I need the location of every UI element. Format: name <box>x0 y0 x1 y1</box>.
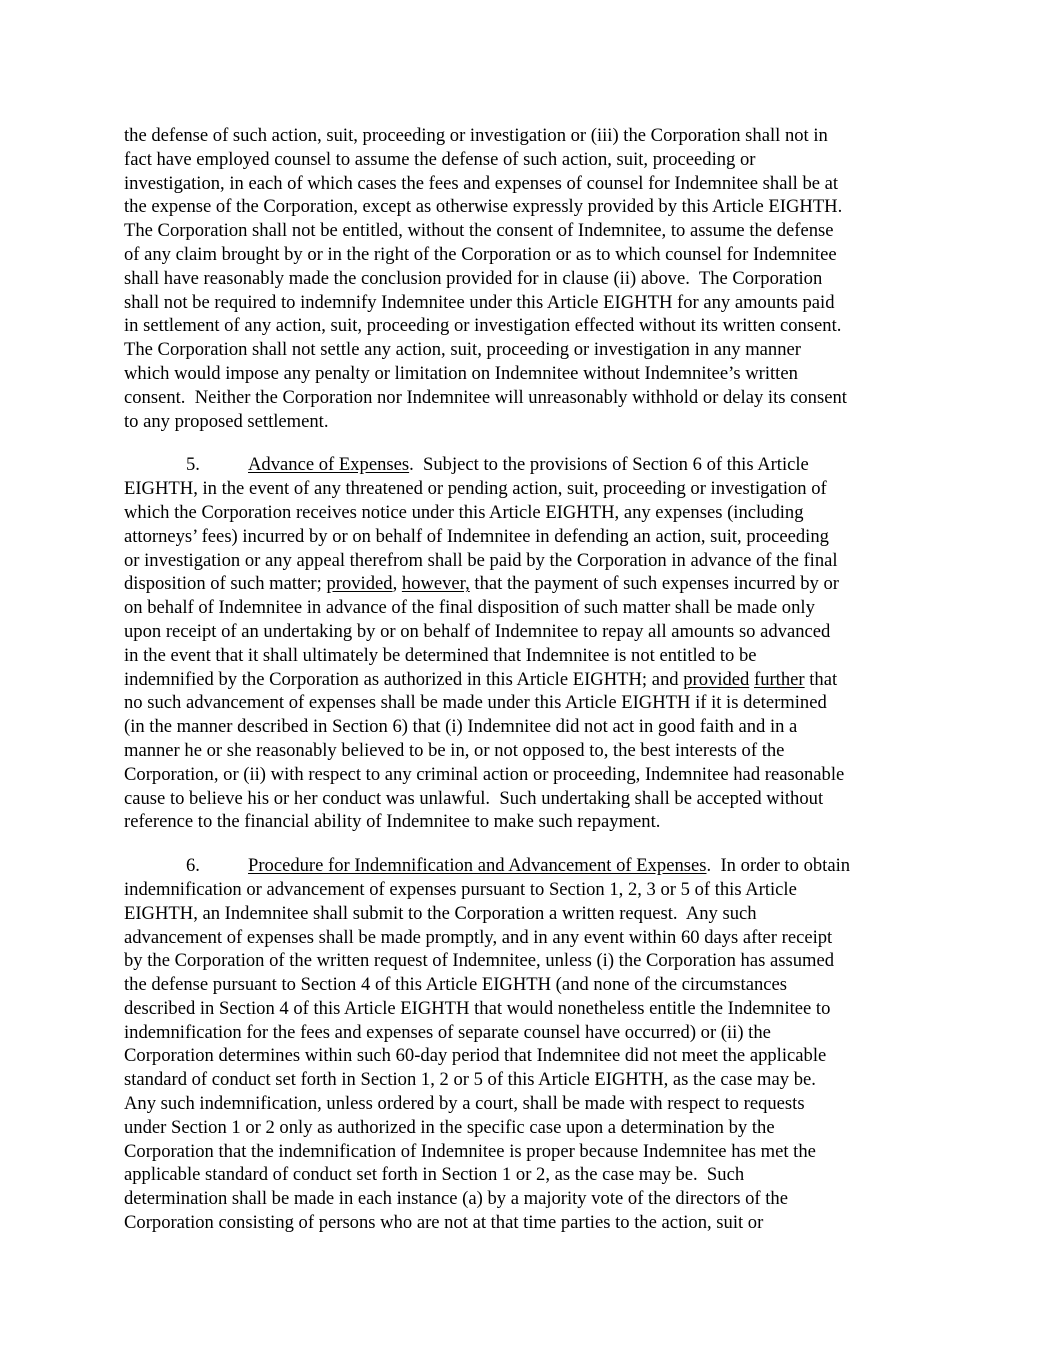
text-line: Any such indemnification, unless ordered by a court, shall be made with respect to requests <box>124 1093 805 1115</box>
text-line: applicable standard of conduct set forth in Section 1 or 2, as the case may be. Such <box>124 1164 745 1186</box>
text-line: Corporation determines within such 60-day period that Indemnitee did not meet the applicable <box>124 1045 827 1067</box>
text-line: consent. Neither the Corporation nor Indemnitee will unreasonably withhold or delay its consent <box>124 386 847 408</box>
text-line: advancement of expenses shall be made promptly, and in any event within 60 days after receipt <box>124 926 833 948</box>
text-fragment: indemnified by the Corporation as authorized in this Article EIGHTH; and <box>124 668 684 690</box>
text-line: no such advancement of expenses shall be made under this Article EIGHTH if it is determined <box>124 692 827 714</box>
text-line: standard of conduct set forth in Section 1, 2 or 5 of this Article EIGHTH, as the case may be. <box>124 1069 816 1091</box>
text-line: Corporation, or (ii) with respect to any criminal action or proceeding, Indemnitee had reasonable <box>124 763 845 785</box>
text-line: The Corporation shall not be entitled, without the consent of Indemnitee, to assume the defense <box>124 220 834 242</box>
paragraph-spacer <box>124 834 944 854</box>
text-line: described in Section 4 of this Article EIGHTH that would nonetheless entitle the Indemnitee to <box>124 997 831 1019</box>
section-heading: Procedure for Indemnification and Advancement of Expenses <box>248 855 707 877</box>
section-5-first-line <box>124 453 944 477</box>
text-line: upon receipt of an undertaking by or on behalf of Indemnitee to repay all amounts so advanced <box>124 620 831 642</box>
text-line: shall not be required to indemnify Indemnitee under this Article EIGHTH for any amounts paid <box>124 291 835 313</box>
text-line: reference to the financial ability of Indemnitee to make such repayment. <box>124 811 661 833</box>
text-line: EIGHTH, in the event of any threatened or pending action, suit, proceeding or investigation of <box>124 478 827 500</box>
text-line <box>124 572 944 596</box>
paragraph-spacer <box>124 433 944 453</box>
text-line: attorneys’ fees) incurred by or on behalf of Indemnitee in defending an action, suit, proceeding <box>124 525 829 547</box>
text-line: The Corporation shall not settle any action, suit, proceeding or investigation in any manner <box>124 339 801 361</box>
underlined-term: provided <box>326 573 393 595</box>
text-line: fact have employed counsel to assume the defense of such action, suit, proceeding or <box>124 148 756 170</box>
text-line: on behalf of Indemnitee in advance of the final disposition of such matter shall be made only <box>124 597 815 619</box>
text-line: or investigation or any appeal therefrom shall be paid by the Corporation in advance of the final <box>124 549 838 571</box>
text-line <box>124 668 944 692</box>
text-line: indemnification or advancement of expenses pursuant to Section 1, 2, 3 or 5 of this Article <box>124 878 797 900</box>
section-number: 5. <box>186 454 200 476</box>
text-line: shall have reasonably made the conclusion provided for in clause (ii) above. The Corporation <box>124 267 823 289</box>
section-heading: Advance of Expenses <box>248 454 410 476</box>
text-line: Corporation that the indemnification of Indemnitee is proper because Indemnitee has met the <box>124 1140 816 1162</box>
text-line: investigation, in each of which cases the fees and expenses of counsel for Indemnitee shall be at <box>124 172 839 194</box>
text-line: in settlement of any action, suit, proceeding or investigation effected without its written consent. <box>124 315 842 337</box>
paragraph-section-5 <box>124 453 944 834</box>
text-line: the defense pursuant to Section 4 of this Article EIGHTH (and none of the circumstances <box>124 974 787 996</box>
text-line: EIGHTH, an Indemnitee shall submit to the Corporation a written request. Any such <box>124 902 757 924</box>
text-line: which would impose any penalty or limitation on Indemnitee without Indemnitee’s written <box>124 362 798 384</box>
underlined-term: further <box>754 668 805 690</box>
paragraph-section-4-continuation <box>124 124 944 433</box>
text-line: manner he or she reasonably believed to be in, or not opposed to, the best interests of the <box>124 739 785 761</box>
text-fragment: . In order to obtain <box>706 855 851 877</box>
text-fragment: that <box>804 668 838 690</box>
document-body <box>124 124 944 1235</box>
paragraph-section-6 <box>124 854 944 1235</box>
text-line: in the event that it shall ultimately be determined that Indemnitee is not entitled to be <box>124 644 757 666</box>
text-fragment: , <box>392 573 402 595</box>
text-line: which the Corporation receives notice under this Article EIGHTH, any expenses (including <box>124 501 804 523</box>
underlined-term: however, <box>401 573 470 595</box>
text-line: the expense of the Corporation, except as otherwise expressly provided by this Article EIGHTH. <box>124 196 843 218</box>
section-number: 6. <box>186 855 200 877</box>
text-fragment: that the payment of such expenses incurred by or <box>469 573 839 595</box>
text-line: cause to believe his or her conduct was unlawful. Such undertaking shall be accepted without <box>124 787 824 809</box>
text-line: (in the manner described in Section 6) that (i) Indemnitee did not act in good faith and in a <box>124 716 798 738</box>
text-fragment: disposition of such matter; <box>124 573 327 595</box>
text-line: determination shall be made in each instance (a) by a majority vote of the directors of the <box>124 1188 788 1210</box>
text-line: of any claim brought by or in the right of the Corporation or as to which counsel for Indemnitee <box>124 243 837 265</box>
text-line: Corporation consisting of persons who are not at that time parties to the action, suit or <box>124 1212 764 1234</box>
text-line: the defense of such action, suit, proceeding or investigation or (iii) the Corporation shall not in <box>124 125 828 146</box>
underlined-term: provided <box>683 668 750 690</box>
text-line: under Section 1 or 2 only as authorized in the specific case upon a determination by the <box>124 1116 775 1138</box>
text-line: indemnification for the fees and expenses of separate counsel have occurred) or (ii) the <box>124 1021 771 1043</box>
text-fragment: . Subject to the provisions of Section 6 of this Article <box>409 454 809 476</box>
text-line: by the Corporation of the written request of Indemnitee, unless (i) the Corporation has assumed <box>124 950 835 972</box>
text-line: to any proposed settlement. <box>124 410 329 432</box>
section-6-first-line <box>124 854 944 878</box>
